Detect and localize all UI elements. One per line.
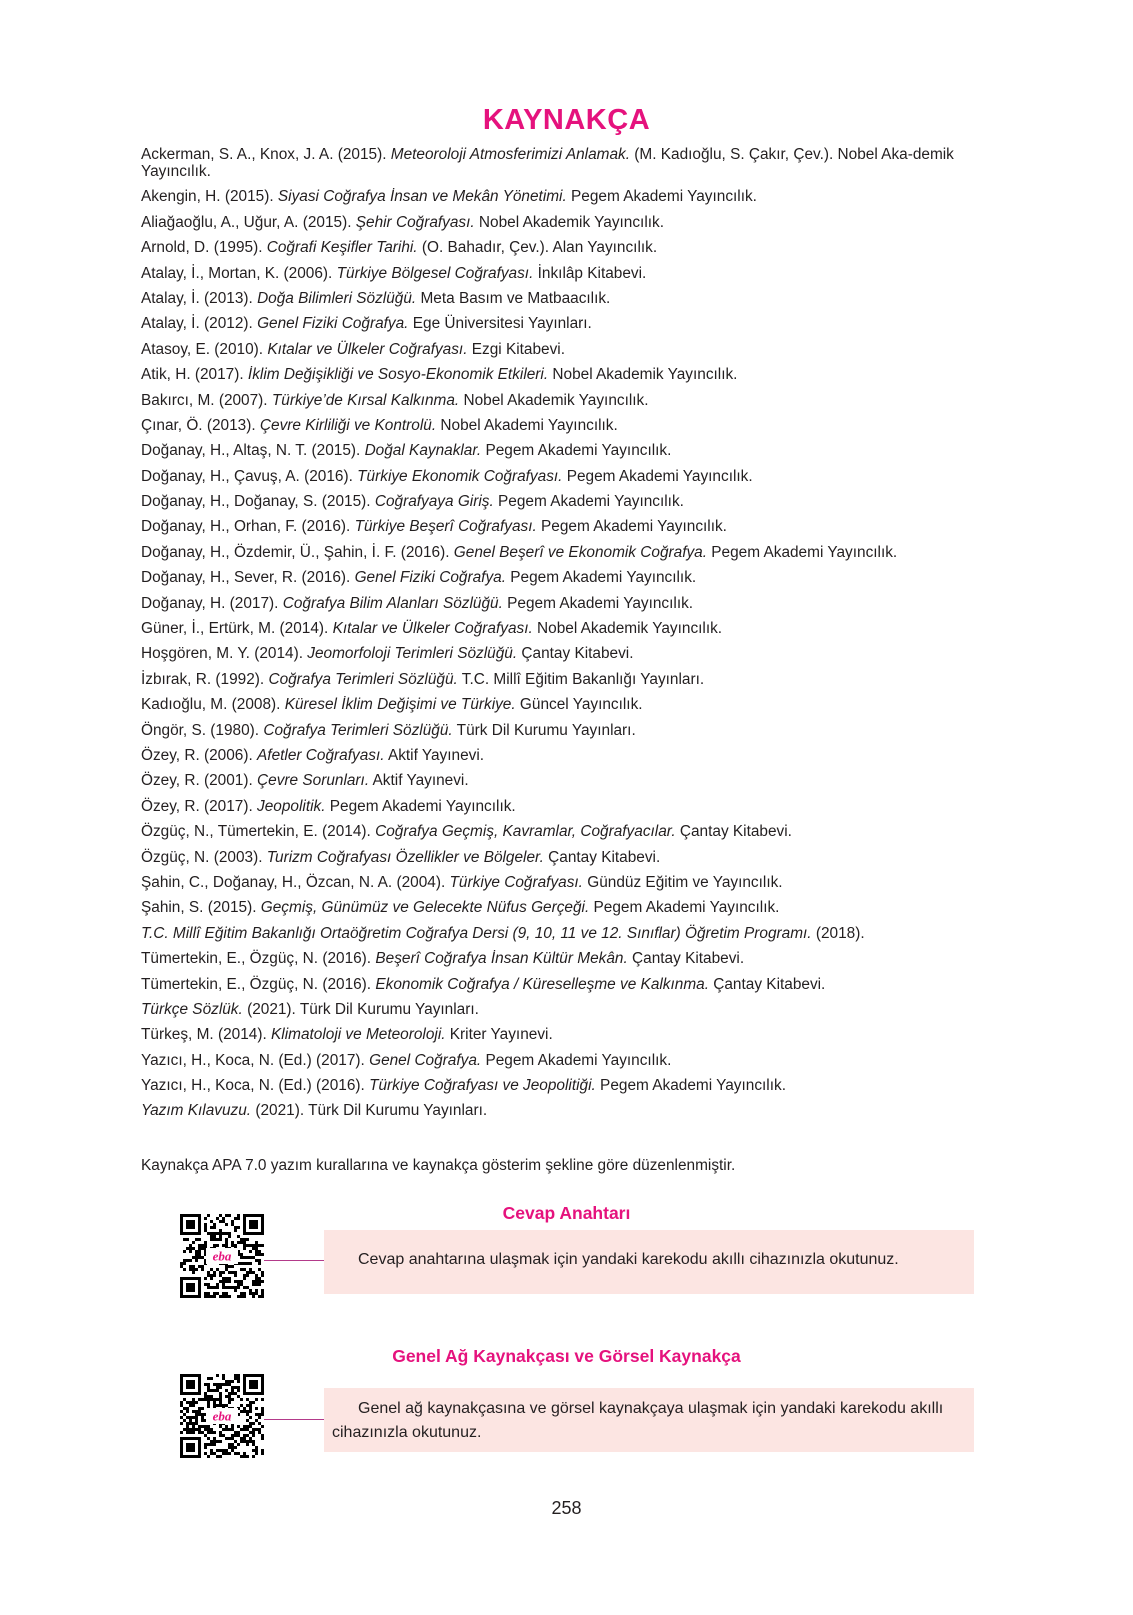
- reference-item: [141, 239, 1021, 256]
- reference-text: Nobel Akademik Yayıncılık.: [532, 620, 723, 638]
- reference-text: Kadıoğlu, M. (2008).: [141, 696, 285, 714]
- reference-text: Ackerman, S. A., Knox, J. A. (2015).: [141, 146, 391, 163]
- reference-text: Ezgi Kitabevi.: [467, 340, 566, 358]
- answer-key-qr-icon[interactable]: [180, 1214, 264, 1298]
- reference-title: Klimatoloji ve Meteoroloji.: [271, 1026, 446, 1044]
- reference-text: Arnold, D. (1995).: [141, 239, 267, 257]
- reference-text: Atalay, İ. (2013).: [141, 289, 258, 307]
- web-refs-text: Genel ağ kaynakçasına ve görsel kaynakçaya ulaşmak için yandaki karekodu akıllı cihazınızla okutunuz.: [332, 1400, 944, 1441]
- reference-title: Coğrafi Keşifler Tarihi.: [266, 239, 418, 257]
- reference-text: Çantay Kitabevi.: [517, 645, 634, 663]
- reference-title: Genel Fiziki Coğrafya.: [354, 569, 506, 587]
- reference-title: Afetler Coğrafyası.: [257, 746, 385, 764]
- reference-title: Doğa Bilimleri Sözlüğü.: [257, 289, 417, 307]
- reference-text: (2021). Türk Dil Kurumu Yayınları.: [242, 1000, 479, 1018]
- reference-item: [141, 747, 1021, 764]
- reference-item: [141, 392, 1021, 409]
- answer-key-box: [324, 1230, 974, 1294]
- reference-item: [141, 417, 1021, 434]
- reference-title: Türkiye Coğrafyası.: [449, 873, 583, 891]
- reference-title: Coğrafya Bilim Alanları Sözlüğü.: [282, 594, 503, 612]
- answer-key-title: Cevap Anahtarı: [502, 1203, 631, 1223]
- reference-item: [141, 1102, 1021, 1119]
- web-refs-connector: [264, 1419, 324, 1420]
- reference-text: Doğanay, H., Doğanay, S. (2015).: [141, 493, 375, 511]
- reference-title: Yazım Kılavuzu.: [141, 1102, 252, 1120]
- apa-note: Kaynakça APA 7.0 yazım kurallarına ve kaynakça gösterim şekline göre düzenlenmiştir.: [141, 1157, 736, 1174]
- reference-item: [141, 976, 1021, 993]
- reference-text: Pegem Akademi Yayıncılık.: [325, 797, 516, 815]
- answer-key-connector: [264, 1260, 324, 1261]
- reference-item: [141, 1077, 1021, 1094]
- reference-text: Öngör, S. (1980).: [141, 721, 264, 739]
- reference-item: [141, 1052, 1021, 1069]
- qr-code-icon: [180, 1374, 264, 1458]
- reference-title: Jeomorfoloji Terimleri Sözlüğü.: [307, 645, 518, 663]
- reference-text: Doğanay, H., Orhan, F. (2016).: [141, 518, 355, 536]
- reference-text: Güncel Yayıncılık.: [515, 696, 643, 714]
- reference-item: [141, 823, 1021, 840]
- reference-item: [141, 899, 1021, 916]
- reference-text: Atik, H. (2017).: [141, 366, 248, 384]
- reference-text: (2021). Türk Dil Kurumu Yayınları.: [251, 1102, 488, 1120]
- reference-text: Tümertekin, E., Özgüç, N. (2016).: [141, 975, 376, 993]
- reference-title: Kıtalar ve Ülkeler Coğrafyası.: [267, 340, 468, 358]
- reference-text: Atalay, İ. (2012).: [141, 315, 258, 333]
- reference-text: Güner, İ., Ertürk, M. (2014).: [141, 620, 333, 638]
- reference-title: Jeopolitik.: [257, 797, 326, 815]
- reference-text: Nobel Akademik Yayıncılık.: [474, 213, 664, 231]
- reference-text: Pegem Akademi Yayıncılık.: [502, 594, 694, 612]
- reference-text: Atalay, İ., Mortan, K. (2006).: [141, 264, 337, 282]
- reference-item: [141, 146, 1021, 180]
- reference-text: Özgüç, N., Tümertekin, E. (2014).: [141, 823, 376, 841]
- reference-text: Pegem Akademi Yayıncılık.: [536, 518, 727, 536]
- reference-title: Kıtalar ve Ülkeler Coğrafyası.: [332, 620, 533, 638]
- reference-item: [141, 1026, 1021, 1043]
- reference-title: Genel Beşerî ve Ekonomik Coğrafya.: [453, 543, 708, 561]
- eba-logo: eba: [212, 1248, 232, 1264]
- reference-text: Bakırcı, M. (2007).: [141, 391, 272, 409]
- reference-text: Özey, R. (2001).: [141, 772, 258, 790]
- reference-text: İzbırak, R. (1992).: [141, 670, 269, 688]
- reference-item: [141, 518, 1021, 535]
- reference-title: T.C. Millî Eğitim Bakanlığı Ortaöğretim Coğrafya Dersi (9, 10, 11 ve 12. Sınıflar) Öğretim Programı.: [141, 924, 812, 942]
- reference-item: [141, 950, 1021, 967]
- reference-text: Yazıcı, H., Koca, N. (Ed.) (2016).: [141, 1077, 370, 1095]
- reference-text: Ege Üniversitesi Yayınları.: [408, 315, 592, 333]
- reference-text: Çantay Kitabevi.: [627, 950, 745, 968]
- reference-item: [141, 595, 1021, 612]
- reference-item: [141, 722, 1021, 739]
- reference-text: Nobel Akademi Yayıncılık.: [436, 416, 618, 434]
- reference-text: T.C. Millî Eğitim Bakanlığı Yayınları.: [457, 670, 705, 688]
- reference-item: [141, 468, 1021, 485]
- reference-title: Siyasi Coğrafya İnsan ve Mekân Yönetimi.: [277, 188, 567, 206]
- web-refs-title: Genel Ağ Kaynakçası ve Görsel Kaynakça: [392, 1346, 741, 1366]
- reference-title: Coğrafya Terimleri Sözlüğü.: [268, 670, 458, 688]
- reference-item: [141, 569, 1021, 586]
- reference-text: (2018).: [811, 924, 865, 942]
- reference-item: [141, 798, 1021, 815]
- reference-text: Çantay Kitabevi.: [543, 848, 661, 866]
- reference-text: (M. Kadıoğlu, S. Çakır, Çev.). Nobel Aka-demik Yayıncılık.: [141, 146, 954, 180]
- reference-text: Pegem Akademi Yayıncılık.: [562, 467, 753, 485]
- page-number: 258: [551, 1498, 582, 1518]
- reference-item: [141, 442, 1021, 459]
- reference-text: Pegem Akademi Yayıncılık.: [595, 1077, 786, 1095]
- web-refs-box: [324, 1388, 974, 1452]
- page-title: KAYNAKÇA: [482, 104, 651, 136]
- reference-title: Coğrafya Terimleri Sözlüğü.: [263, 721, 453, 739]
- reference-text: Pegem Akademi Yayıncılık.: [481, 1051, 672, 1069]
- reference-title: Türkiye Bölgesel Coğrafyası.: [336, 264, 534, 282]
- reference-item: [141, 645, 1021, 662]
- reference-text: Doğanay, H. (2017).: [141, 594, 283, 612]
- reference-text: Atasoy, E. (2010).: [141, 340, 268, 358]
- reference-item: [141, 315, 1021, 332]
- reference-title: Ekonomik Coğrafya / Küreselleşme ve Kalkınma.: [375, 975, 709, 993]
- reference-item: [141, 493, 1021, 510]
- reference-title: Türkiye Ekonomik Coğrafyası.: [357, 467, 563, 485]
- reference-title: Turizm Coğrafyası Özellikler ve Bölgeler.: [266, 848, 544, 866]
- reference-text: Doğanay, H., Çavuş, A. (2016).: [141, 467, 358, 485]
- reference-text: Gündüz Eğitim ve Yayıncılık.: [582, 873, 783, 891]
- reference-text: Doğanay, H., Özdemir, Ü., Şahin, İ. F. (2016).: [141, 543, 454, 561]
- reference-title: Genel Fiziki Coğrafya.: [257, 315, 409, 333]
- reference-item: [141, 849, 1021, 866]
- reference-text: Hoşgören, M. Y. (2014).: [141, 645, 308, 663]
- reference-text: Aktif Yayınevi.: [369, 772, 469, 790]
- reference-text: Doğanay, H., Sever, R. (2016).: [141, 569, 355, 587]
- reference-text: Özgüç, N. (2003).: [141, 848, 267, 866]
- reference-item: [141, 290, 1021, 307]
- reference-title: Türkçe Sözlük.: [141, 1000, 243, 1018]
- reference-text: Pegem Akademi Yayıncılık.: [493, 493, 684, 511]
- reference-item: [141, 620, 1021, 637]
- reference-item: [141, 874, 1021, 891]
- eba-logo: eba: [212, 1408, 232, 1424]
- reference-text: Pegem Akademi Yayıncılık.: [566, 188, 757, 206]
- reference-item: [141, 671, 1021, 688]
- reference-text: Doğanay, H., Altaş, N. T. (2015).: [141, 442, 365, 460]
- reference-title: Doğal Kaynaklar.: [364, 442, 482, 460]
- reference-title: Coğrafya Geçmiş, Kavramlar, Coğrafyacılar.: [375, 823, 676, 841]
- reference-item: [141, 265, 1021, 282]
- reference-item: [141, 925, 1021, 942]
- reference-text: Yazıcı, H., Koca, N. (Ed.) (2017).: [141, 1051, 370, 1069]
- reference-text: Pegem Akademi Yayıncılık.: [707, 543, 898, 561]
- reference-text: Özey, R. (2017).: [141, 797, 258, 815]
- reference-item: [141, 188, 1021, 205]
- reference-text: Pegem Akademi Yayıncılık.: [505, 569, 697, 587]
- reference-title: Türkiye Coğrafyası ve Jeopolitiği.: [369, 1077, 596, 1095]
- reference-title: Coğrafyaya Giriş.: [374, 493, 494, 511]
- reference-item: [141, 544, 1021, 561]
- reference-text: Türkeş, M. (2014).: [141, 1026, 272, 1044]
- reference-item: [141, 341, 1021, 358]
- reference-text: Meta Basım ve Matbaacılık.: [416, 289, 611, 307]
- reference-title: Beşerî Coğrafya İnsan Kültür Mekân.: [375, 950, 628, 968]
- reference-text: İnkılâp Kitabevi.: [533, 264, 647, 282]
- reference-text: Çınar, Ö. (2013).: [141, 416, 260, 434]
- reference-text: Kriter Yayınevi.: [445, 1026, 553, 1044]
- reference-item: [141, 214, 1021, 231]
- reference-text: Tümertekin, E., Özgüç, N. (2016).: [141, 950, 376, 968]
- reference-title: İklim Değişikliği ve Sosyo-Ekonomik Etkileri.: [247, 366, 549, 384]
- reference-text: Çantay Kitabevi.: [708, 975, 826, 993]
- reference-text: Akengin, H. (2015).: [141, 188, 278, 206]
- reference-title: Türkiye Beşerî Coğrafyası.: [354, 518, 537, 536]
- reference-title: Türkiye’de Kırsal Kalkınma.: [271, 391, 460, 409]
- reference-title: Çevre Sorunları.: [257, 772, 370, 790]
- reference-text: Pegem Akademi Yayıncılık.: [589, 899, 780, 917]
- reference-item: [141, 696, 1021, 713]
- reference-title: Şehir Coğrafyası.: [355, 213, 475, 231]
- web-refs-qr-icon[interactable]: [180, 1374, 264, 1458]
- reference-item: [141, 772, 1021, 789]
- reference-text: Nobel Akademik Yayıncılık.: [548, 366, 738, 384]
- reference-item: [141, 366, 1021, 383]
- reference-list: [141, 146, 1021, 1128]
- reference-title: Küresel İklim Değişimi ve Türkiye.: [284, 696, 516, 714]
- reference-item: [141, 1001, 1021, 1018]
- reference-text: (O. Bahadır, Çev.). Alan Yayıncılık.: [417, 239, 658, 257]
- reference-title: Çevre Kirliliği ve Kontrolü.: [259, 416, 437, 434]
- reference-text: Pegem Akademi Yayıncılık.: [481, 442, 672, 460]
- reference-text: Aktif Yayınevi.: [384, 746, 485, 764]
- reference-title: Genel Coğrafya.: [369, 1051, 482, 1069]
- reference-text: Şahin, C., Doğanay, H., Özcan, N. A. (2004).: [141, 873, 450, 891]
- reference-text: Özey, R. (2006).: [141, 746, 258, 764]
- reference-text: Nobel Akademik Yayıncılık.: [459, 391, 649, 409]
- reference-text: Aliağaoğlu, A., Uğur, A. (2015).: [141, 213, 356, 231]
- reference-text: Türk Dil Kurumu Yayınları.: [452, 721, 636, 739]
- reference-title: Geçmiş, Günümüz ve Gelecekte Nüfus Gerçeği.: [260, 899, 590, 917]
- qr-code-icon: [180, 1214, 264, 1298]
- reference-text: Şahin, S. (2015).: [141, 899, 261, 917]
- reference-text: Çantay Kitabevi.: [675, 823, 792, 841]
- reference-title: Meteoroloji Atmosferimizi Anlamak.: [390, 146, 630, 163]
- answer-key-text: Cevap anahtarına ulaşmak için yandaki karekodu akıllı cihazınızla okutunuz.: [358, 1251, 899, 1268]
